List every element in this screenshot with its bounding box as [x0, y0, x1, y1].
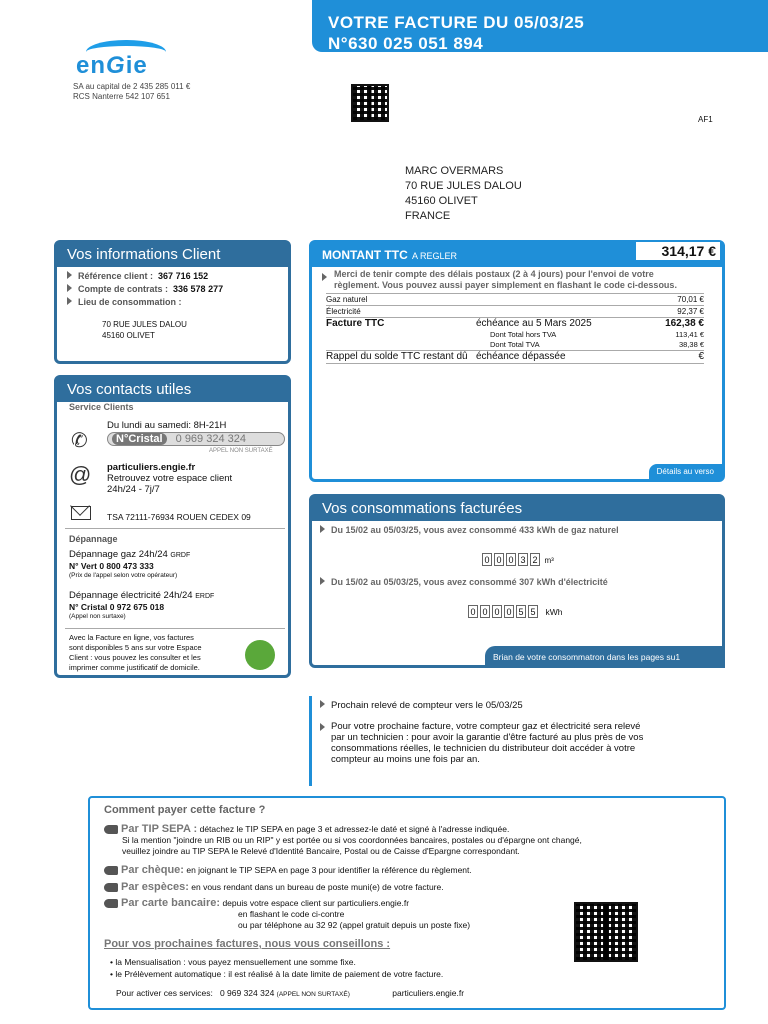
af-code: AF1 [698, 115, 713, 124]
consumption-pages-link[interactable]: Brian de votre consommatron dans les pages su1 [485, 646, 725, 668]
contacts-title: Vos contacts utiles [57, 378, 288, 402]
activate-services: Pour activer ces services: 0 969 324 324 (APPEL NON SURTAXÉ) particuliers.engie.fr [116, 988, 465, 998]
consumption-panel [309, 494, 725, 668]
elec-meter: 0 0 0 0 5 5 kWh [468, 605, 563, 618]
client-info-title: Vos informations Client [57, 243, 288, 267]
gaz-consumption-text: Du 15/02 au 05/03/25, vous avez consommé 433 kWh de gaz naturel [320, 525, 619, 536]
payment-carte: Par carte bancaire: depuis votre espace client sur particuliers.engie.fr en flashant le code ci-contre ou par téléphone au 32 92 (appel gratuit depuis un poste fixe) [104, 898, 470, 931]
mail-envelope-icon [71, 506, 91, 520]
qr-code-payment [574, 902, 638, 962]
hours-text: Du lundi au samedi: 8H-21H [107, 420, 227, 431]
elec-emergency: Dépannage électricité 24h/24 ERDF N° Cristal 0 972 675 018 (Appel non surtaxe) [69, 590, 215, 620]
non-surtaxe-note: APPEL NON SURTAXÉ [209, 448, 273, 454]
location-row: Lieu de consommation : [67, 296, 278, 309]
cristal-number-badge: N°Cristal 0 969 324 324 [107, 432, 285, 446]
activate-website[interactable]: particuliers.engie.fr [392, 988, 465, 998]
invoice-date-title: VOTRE FACTURE DU 05/03/25 [328, 13, 585, 32]
postal-delay-note: Merci de tenir compte des délais postaux (2 à 4 jours) pour l'envoi de votre règlement. Vous pouvez aussi payer simplement en flashant le code ci-dessous. [334, 269, 677, 290]
qr-code-top [351, 84, 389, 122]
ttc-line: Facture TTC échéance au 5 Mars 2025 162,38 € [326, 318, 704, 329]
phone-icon: ✆ [71, 430, 88, 452]
engie-logo: enGie [76, 52, 148, 79]
elec-line: Électricité 92,37 € [326, 307, 704, 316]
online-invoice-info: Avec la Facture en ligne, vos factures sont disponibles 5 ans sur votre Espace Client : vous pouvez les consulter et les imprimer comme justificatif de domicile. [69, 633, 202, 672]
rappel-line: Rappel du solde TTC restant dû échéance dépassée € [326, 351, 704, 362]
website-link[interactable]: particuliers.engie.fr [107, 462, 196, 473]
location-address: 70 RUE JULES DALOU 45160 OLIVET [102, 320, 187, 340]
payment-especes: Par espèces: en vous rendant dans un bureau de poste muni(e) de votre facture. [104, 881, 444, 893]
contract-row: Compte de contrats : 336 578 277 [67, 283, 278, 296]
client-ref-row: Référence client : 367 716 152 [67, 270, 278, 283]
advice-list: • la Mensualisation : vous payez mensuellement une somme fixe. • le Prélèvement automatique : il est réalisé à la date limite de paiement de votre facture. [110, 957, 444, 979]
details-verso-button[interactable]: Détails au verso [649, 464, 722, 479]
total-amount: 314,17 € [636, 242, 720, 260]
payment-methods-box [88, 796, 726, 1010]
meter-reading-info: Prochain relevé de compteur vers le 05/03/25 Pour votre prochaine facture, votre compteur gaz et électricité sera relevé par un technicien : pour avoir la garantie d'être facturé au plus près de vos consommations réelles, le technicien du distributeur doit accéder à votre compteur au moins une fois par an. [309, 696, 725, 786]
payment-tip: Par TIP SEPA : détachez le TIP SEPA en page 3 et adressez-le daté et signé à l'adresse indiquée. Si la mention "joindre un RIB ou un RIP" y est portée ou si vos coordonnées bancaires, postales ou d'épargne ont changé, veuillez joindre au TIP SEPA le Relevé d'Identité Bancaire, Postal ou de Caisse d'Epargne correspondant. [104, 824, 582, 857]
contacts-panel [54, 375, 291, 678]
at-icon: @ [69, 462, 92, 487]
amount-panel [309, 240, 725, 482]
payment-cheque: Par chèque: en joignant le TIP SEPA en page 3 pour identifier la référence du règlement. [104, 864, 472, 876]
tva-line: Dont Total TVA 38,38 € [490, 340, 704, 349]
tree-leaf-icon [245, 640, 275, 670]
amount-header: MONTANT TTC A REGLER [312, 243, 722, 267]
invoice-title-banner [312, 0, 768, 52]
elec-consumption-text: Du 15/02 au 05/03/25, vous avez consommé 307 kWh d'électricité [320, 577, 608, 588]
consumption-title: Vos consommations facturées [312, 497, 722, 521]
ht-line: Dont Total hors TVA 113,41 € [490, 330, 704, 339]
depannage-title: Dépannage [69, 534, 118, 544]
gaz-line: Gaz naturel 70,01 € [326, 295, 704, 304]
recipient-address: MARC OVERMARS 70 RUE JULES DALOU 45160 OLIVET FRANCE [405, 165, 522, 222]
web-contact: particuliers.engie.fr Retrouvez votre espace client 24h/24 - 7j/7 [107, 462, 233, 495]
gaz-emergency: Dépannage gaz 24h/24 GRDF N° Vert 0 800 473 333 (Prix de l'appel selon votre opérateur) [69, 549, 191, 579]
client-info-panel [54, 240, 291, 364]
postal-address: TSA 72111-76934 ROUEN CEDEX 09 [107, 512, 251, 522]
payment-title: Comment payer cette facture ? [104, 804, 266, 816]
company-info: SA au capital de 2 435 285 011 € RCS Nanterre 542 107 651 [73, 82, 191, 101]
service-clients-label: Service Clients [69, 402, 134, 412]
advice-title: Pour vos prochaines factures, nous vous conseillons : [104, 938, 391, 950]
gaz-meter: 0 0 0 3 2 m³ [482, 553, 554, 566]
invoice-number: N°630 025 051 894 [328, 34, 484, 53]
amount-breakdown [326, 293, 704, 364]
